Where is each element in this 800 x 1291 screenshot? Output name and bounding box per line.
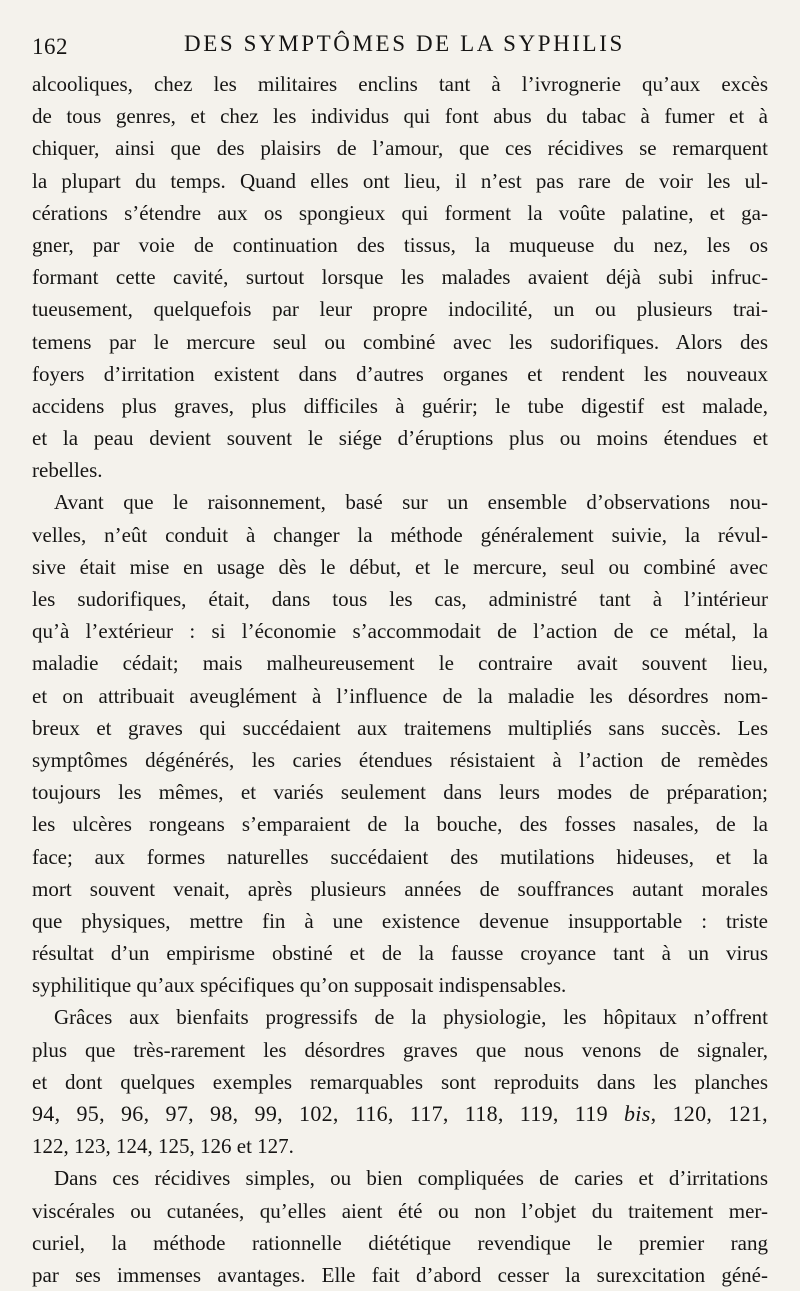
page-number: 162 [32,34,68,59]
text-line: sive était mise en usage dès le début, et le mercure, seul ou combiné avec [32,554,768,579]
plates-numbers-end: , 120, 121, [650,1101,768,1126]
plates-numbers: 94, 95, 96, 97, 98, 99, 102, 116, 117, 118, 119, 119 [32,1101,608,1126]
body-text [32,68,768,1291]
plates-list-line [32,1098,768,1130]
text-line: que physiques, mettre fin à une existence devenue insupportable : triste [32,908,768,933]
running-head: DES SYMPTÔMES DE LA SYPHILIS [184,31,625,56]
text-line: plus que très-rarement les désordres graves que nous venons de signaler, [32,1037,768,1062]
text-line: Grâces aux bienfaits progressifs de la physiologie, les hôpitaux n’offrent [54,1005,768,1030]
text-line: temens par le mercure seul ou combiné avec les sudorifiques. Alors des [32,329,768,354]
text-line: toujours les mêmes, et variés seulement dans leurs modes de préparation; [32,780,768,805]
text-line: par ses immenses avantages. Elle fait d’abord cesser la surexcitation géné- [32,1262,768,1287]
text-line: syphilitique qu’aux spécifiques qu’on supposait indispensables. [32,973,567,998]
text-line: et la peau devient souvent le siége d’éruptions plus ou moins étendues et [32,426,768,451]
text-line: maladie cédait; mais malheureusement le contraire avait souvent lieu, [32,651,768,676]
bis-italic: bis [623,1101,651,1126]
text-line: les sudorifiques, était, dans tous les cas, administré tant à l’intérieur [32,587,768,611]
text-line: breux et graves qui succédaient aux traitemens multipliés sans succès. Les [32,715,768,740]
text-line: viscérales ou cutanées, qu’elles aient été ou non l’objet du traitement mer- [32,1198,768,1223]
paragraph-3 [32,1001,768,1162]
text-line: face; aux formes naturelles succédaient des mutilations hideuses, et la [32,844,768,869]
text-line: velles, n’eût conduit à changer la méthode généralement suivie, la révul- [32,522,768,547]
text-line: gner, par voie de continuation des tissus, la muqueuse du nez, les os [32,232,768,257]
text-line: cérations s’étendre aux os spongieux qui forment la voûte palatine, et ga- [32,200,768,225]
text-line: formant cette cavité, surtout lorsque les malades avaient déjà subi infruc- [32,265,768,290]
text-line: alcooliques, chez les militaires enclins tant à l’ivrognerie qu’aux excès [32,72,768,96]
text-line: 122, 123, 124, 125, 126 et 127. [32,1134,294,1159]
text-line: résultat d’un empirisme obstiné et de la fausse croyance tant à un virus [32,941,768,966]
text-line: et on attribuait aveuglément à l’influence de la maladie les désordres nom- [32,683,768,708]
text-line: la plupart du temps. Quand elles ont lieu, il n’est pas rare de voir les ul- [32,168,768,193]
page-header [30,26,778,62]
text-line: symptômes dégénérés, les caries étendues résistaient à l’action de remèdes [32,747,768,772]
text-line: Avant que le raisonnement, basé sur un ensemble d’observations nou- [54,490,768,515]
text-line: Dans ces récidives simples, ou bien compliquées de caries et d’irritations [54,1166,768,1191]
paragraph-1 [32,68,768,486]
text-line: de tous genres, et chez les individus qui font abus du tabac à fumer et à [32,104,768,129]
text-line: les ulcères rongeans s’emparaient de la bouche, des fosses nasales, de la [32,812,768,837]
text-line: chiquer, ainsi que des plaisirs de l’amour, que ces récidives se remarquent [32,136,768,161]
paragraph-2 [32,486,768,1001]
text-line: accidens plus graves, plus difficiles à guérir; le tube digestif est malade, [32,393,768,418]
text-line: tueusement, quelquefois par leur propre indocilité, un ou plusieurs trai- [32,297,768,322]
text-line: rebelles. [32,458,103,483]
text-line: qu’à l’extérieur : si l’économie s’accommodait de l’action de ce métal, la [32,619,768,644]
text-line: curiel, la méthode rationnelle diététique revendique le premier rang [32,1230,768,1255]
text-line: foyers d’irritation existent dans d’autres organes et rendent les nouveaux [32,361,768,386]
text-line: et dont quelques exemples remarquables sont reproduits dans les planches [32,1069,768,1094]
text-line: mort souvent venait, après plusieurs années de souffrances autant morales [32,876,768,901]
